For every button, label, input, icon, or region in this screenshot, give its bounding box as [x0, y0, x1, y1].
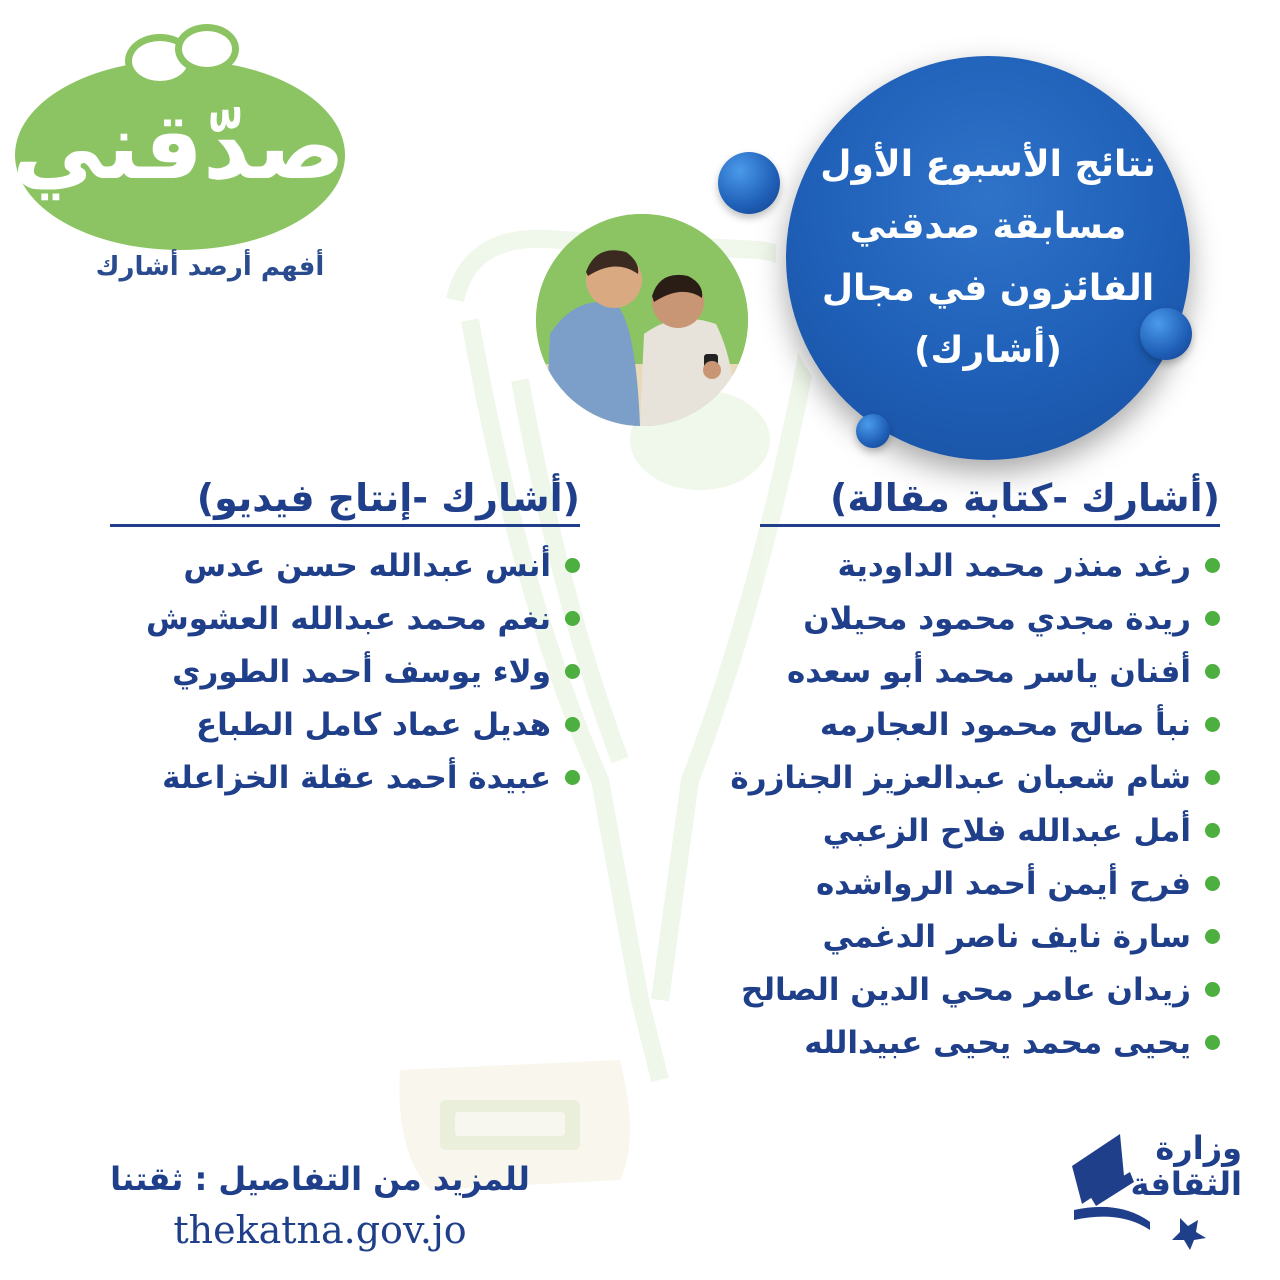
- list-item: [110, 592, 580, 645]
- ministry-of-culture-logo: [1060, 1126, 1260, 1256]
- footer-url-link[interactable]: thekatna.gov.jo: [173, 1208, 467, 1252]
- winner-name: يحيى محمد يحيى عبيدالله: [804, 1024, 1191, 1061]
- list-item: [760, 539, 1220, 592]
- winner-name: شام شعبان عبدالعزيز الجنازرة: [730, 759, 1191, 796]
- winner-name: زيدان عامر محي الدين الصالح: [741, 971, 1191, 1008]
- winner-name: نبأ صالح محمود العجارمه: [819, 706, 1191, 743]
- list-item: [760, 592, 1220, 645]
- article-winners-section: [730, 476, 1220, 1069]
- bullet-icon: [565, 717, 580, 732]
- speech-bubble-icon: [175, 24, 239, 74]
- winner-name: ولاء يوسف أحمد الطوري: [172, 653, 551, 690]
- bullet-icon: [1205, 558, 1220, 573]
- bullet-icon: [1205, 982, 1220, 997]
- two-men-with-phone-icon: [536, 214, 748, 426]
- bullet-icon: [565, 611, 580, 626]
- hero-title-line-2: مسابقة صدقني: [849, 206, 1127, 247]
- decor-dot: [718, 152, 780, 214]
- bullet-icon: [1205, 664, 1220, 679]
- winner-name: أمل عبدالله فلاح الزعبي: [822, 812, 1191, 849]
- bullet-icon: [565, 770, 580, 785]
- video-winners-list: [110, 539, 580, 804]
- winner-name: فرح أيمن أحمد الرواشده: [815, 865, 1191, 902]
- list-item: [110, 751, 580, 804]
- article-section-title: (أشارك -كتابة مقالة): [830, 476, 1220, 520]
- article-winners-list: [730, 539, 1220, 1069]
- winner-name: أفنان ياسر محمد أبو سعده: [786, 653, 1191, 690]
- hero-circle: [786, 56, 1190, 460]
- ministry-name-line-1: وزارة: [1155, 1129, 1242, 1167]
- list-item: [760, 698, 1220, 751]
- bullet-icon: [1205, 717, 1220, 732]
- video-section-title: (أشارك -إنتاج فيديو): [196, 476, 580, 520]
- bullet-icon: [1205, 1035, 1220, 1050]
- logo-text: صدّقني: [12, 93, 345, 200]
- article-section-divider: [760, 524, 1220, 527]
- bullet-icon: [1205, 611, 1220, 626]
- list-item: [760, 1016, 1220, 1069]
- list-item: [110, 645, 580, 698]
- bullet-icon: [1205, 876, 1220, 891]
- footer-details: للمزيد من التفاصيل : ثقتنا: [110, 1160, 530, 1198]
- bullet-icon: [1205, 823, 1220, 838]
- bullet-icon: [1205, 929, 1220, 944]
- ministry-name-line-2: الثقافة: [1130, 1165, 1242, 1203]
- winner-name: عبيدة أحمد عقلة الخزاعلة: [162, 759, 551, 796]
- logo-tagline: أفهم أرصد أشارك: [95, 252, 325, 282]
- decor-dot: [1140, 308, 1192, 360]
- bullet-icon: [565, 664, 580, 679]
- list-item: [760, 857, 1220, 910]
- hero-title-line-4: (أشارك): [914, 330, 1062, 371]
- list-item: [110, 539, 580, 592]
- winner-name: هديل عماد كامل الطباع: [195, 706, 551, 743]
- sadiqni-logo: [12, 20, 345, 300]
- list-item: [741, 963, 1220, 1016]
- bullet-icon: [1205, 770, 1220, 785]
- people-photo: [536, 214, 748, 426]
- bullet-icon: [565, 558, 580, 573]
- hero-title-line-3: الفائزون في مجال: [821, 268, 1155, 309]
- winner-name: سارة نايف ناصر الدغمي: [822, 918, 1191, 955]
- list-item: [110, 698, 580, 751]
- winner-name: أنس عبدالله حسن عدس: [183, 547, 551, 584]
- winner-name: ريدة مجدي محمود محيلان: [803, 600, 1191, 637]
- list-item: [760, 804, 1220, 857]
- decor-dot: [856, 414, 890, 448]
- video-section-divider: [110, 524, 580, 527]
- video-winners-section: [110, 476, 580, 804]
- ministry-name: [1131, 1130, 1242, 1202]
- list-item: [760, 645, 1220, 698]
- winner-name: نغم محمد عبدالله العشوش: [145, 600, 551, 637]
- hero-title-line-1: نتائج الأسبوع الأول: [820, 144, 1156, 185]
- list-item: [760, 910, 1220, 963]
- winner-name: رغد منذر محمد الداودية: [837, 547, 1191, 584]
- list-item: [730, 751, 1220, 804]
